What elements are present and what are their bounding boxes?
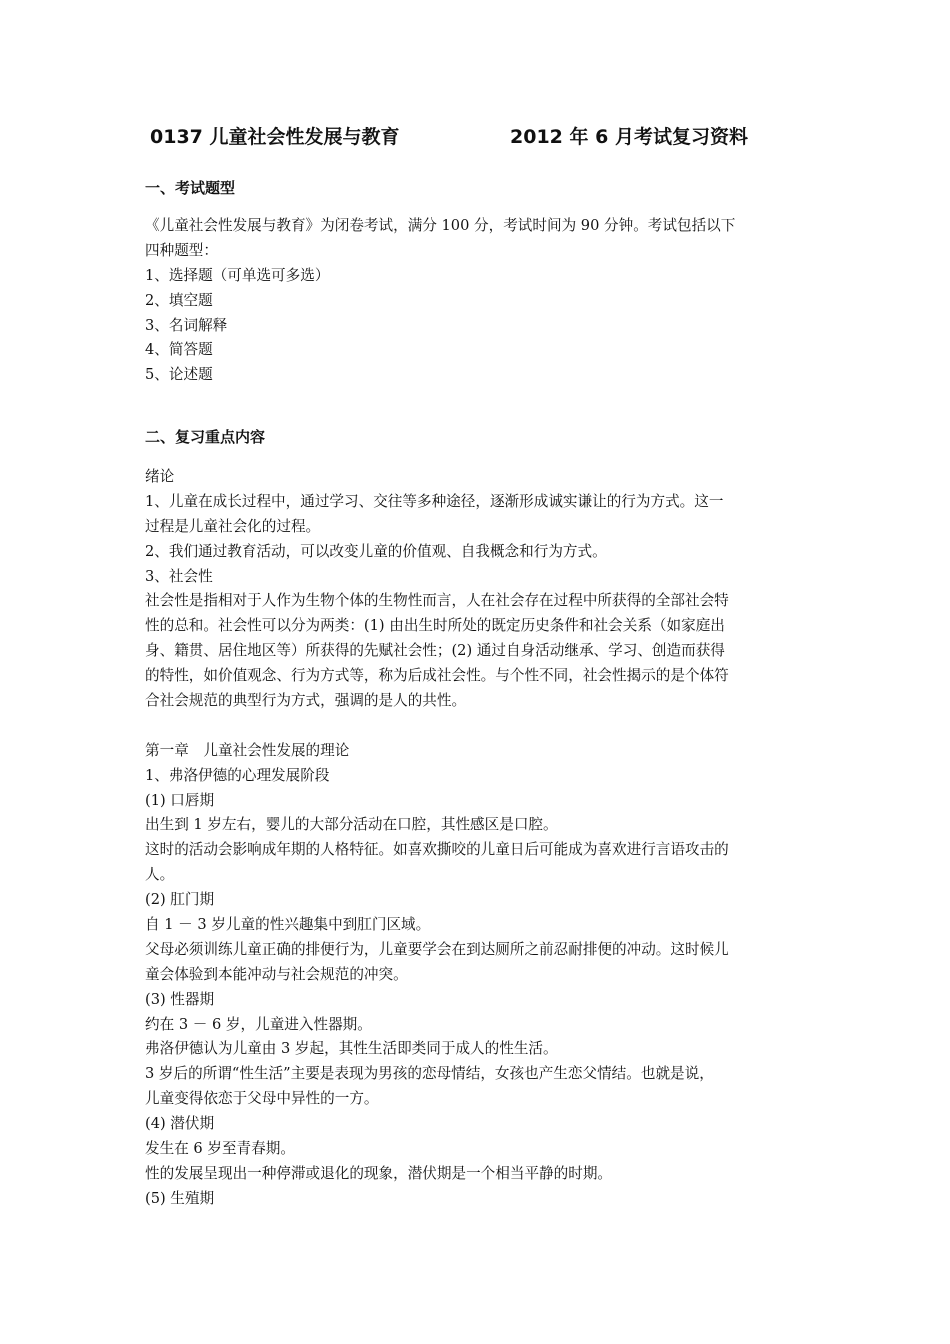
list-item: 5、论述题 [145,366,213,384]
text-line: 约在 3 － 6 岁，儿童进入性器期。 [145,1015,372,1033]
text-line: 自 1 － 3 岁儿童的性兴趣集中到肛门区域。 [145,916,431,934]
title-course-code: 0137 儿童社会性发展与教育 [150,126,400,148]
text-line: 弗洛伊德认为儿童由 3 岁起，其性生活即类同于成人的性生活。 [145,1040,558,1058]
text-line: (5) 生殖期 [145,1189,215,1207]
text-line: 出生到 1 岁左右，婴儿的大部分活动在口腔，其性感区是口腔。 [145,816,558,834]
section-heading-review-points: 二、复习重点内容 [145,428,266,446]
text-line: 人。 [145,866,175,884]
text-line: 童会体验到本能冲动与社会规范的冲突。 [145,965,408,983]
text-line: 合社会规范的典型行为方式，强调的是人的共性。 [145,692,467,710]
text-line: 发生在 6 岁至青春期。 [145,1140,295,1158]
text-line: (1) 口唇期 [145,791,215,809]
list-item: 1、选择题（可单选可多选） [145,266,330,284]
text-line: 2、我们通过教育活动，可以改变儿童的价值观、自我概念和行为方式。 [145,542,607,560]
text-line: 儿童变得依恋于父母中异性的一方。 [145,1090,379,1108]
exam-types-paragraph [145,214,813,388]
text-line: 性的总和。社会性可以分为两类：(1) 由出生时所处的既定历史条件和社会关系（如家庭出 [145,617,725,635]
text-line: 性的发展呈现出一种停滞或退化的现象，潜伏期是一个相当平静的时期。 [145,1164,613,1182]
paragraph-gap [145,714,813,739]
chapter-title: 第一章 儿童社会性发展的理论 [145,741,350,759]
text-line: 3、社会性 [145,567,213,585]
text-line: 过程是儿童社会化的过程。 [145,517,321,535]
text-line: 身、籍贯、居住地区等）所获得的先赋社会性；(2) 通过自身活动继承、学习、创造而获得 [145,642,725,660]
text-line: (4) 潜伏期 [145,1115,215,1133]
text-line: 四种题型： [145,241,218,259]
document-title [150,122,830,148]
text-line: 社会性是指相对于人作为生物个体的生物性而言，人在社会存在过程中所获得的全部社会特 [145,592,729,610]
text-line: 绪论 [145,468,175,485]
list-item: 3、名词解释 [145,316,228,334]
title-exam-date: 2012 年 6 月考试复习资料 [510,126,748,148]
text-line: 这时的活动会影响成年期的人格特征。如喜欢撕咬的儿童日后可能成为喜欢进行言语攻击的 [145,841,729,859]
text-line: 《儿童社会性发展与教育》为闭卷考试，满分 100 分，考试时间为 90 分钟。考试包括以下 [145,217,736,234]
list-item: 4、简答题 [145,341,213,359]
text-line: 1、儿童在成长过程中，通过学习、交往等多种途径，逐渐形成诚实谦让的行为方式。这一 [145,492,724,510]
list-item: 2、填空题 [145,291,213,309]
text-line: 父母必须训练儿童正确的排便行为，儿童要学会在到达厕所之前忍耐排便的冲动。这时候儿 [145,940,729,958]
text-line: 的特性，如价值观念、行为方式等，称为后成社会性。与个性不同，社会性揭示的是个体符 [145,667,729,685]
review-content [145,465,813,1212]
text-line: (3) 性器期 [145,990,215,1008]
text-line: 3 岁后的所谓“性生活”主要是表现为男孩的恋母情结，女孩也产生恋父情结。也就是说， [145,1065,714,1083]
text-line: 1、弗洛伊德的心理发展阶段 [145,766,330,784]
text-line: (2) 肛门期 [145,891,215,909]
section-heading-exam-types: 一、考试题型 [145,179,236,197]
